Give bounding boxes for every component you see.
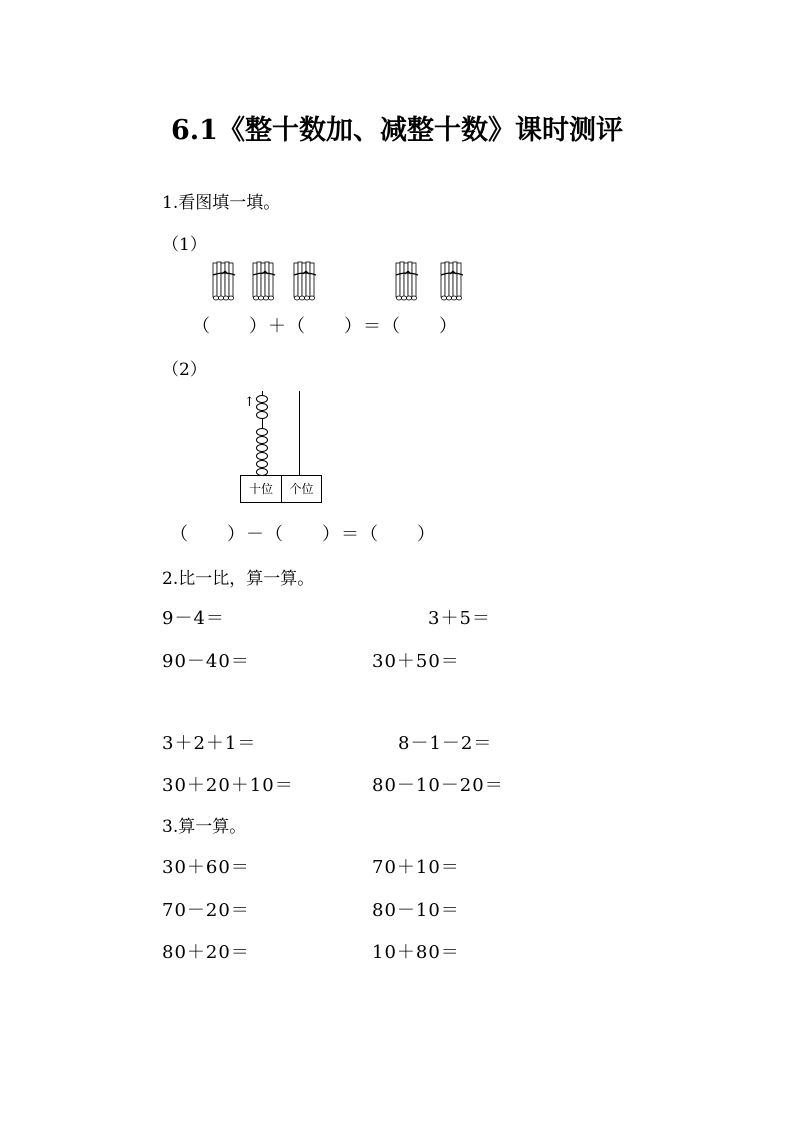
q3-row2-right[interactable]: 80－10＝ xyxy=(372,900,460,921)
q3-row2-left[interactable]: 70－20＝ xyxy=(162,900,250,921)
q2-heading: 2.比一比，算一算。 xyxy=(162,569,315,589)
q3-heading: 3.算一算。 xyxy=(162,817,247,837)
abacus-bead xyxy=(256,395,268,403)
up-arrow-icon: ↑ xyxy=(244,395,255,410)
q2-row1-left[interactable]: 9－4＝ xyxy=(162,608,225,629)
stick-bundle-icon xyxy=(251,261,277,301)
q1-heading: 1.看图填一填。 xyxy=(162,193,281,213)
abacus-bead xyxy=(256,452,268,460)
abacus-bead xyxy=(256,403,268,411)
page-title: 6.1《整十数加、减整十数》课时测评 xyxy=(171,115,623,146)
q2-row4-left[interactable]: 30＋20＋10＝ xyxy=(162,775,294,796)
abacus-bead xyxy=(256,444,268,452)
q2-row2-left[interactable]: 90－40＝ xyxy=(162,651,250,672)
q2-row3-right[interactable]: 8－1－2＝ xyxy=(398,733,493,754)
q2-row2-right[interactable]: 30＋50＝ xyxy=(372,651,460,672)
stick-bundle-icon xyxy=(211,261,237,301)
q1-part2-label: （2） xyxy=(162,360,207,380)
q1-part1-expression[interactable]: （ ）＋（ ）＝（ ） xyxy=(192,316,458,337)
abacus-bead xyxy=(256,436,268,444)
q3-row3-left[interactable]: 80＋20＝ xyxy=(162,942,250,963)
tens-place-label: 十位 xyxy=(240,475,282,503)
stick-bundle-icon xyxy=(292,261,318,301)
abacus-bead xyxy=(256,411,268,419)
q1-part2-expression[interactable]: （ ）－（ ）＝（ ） xyxy=(170,524,436,545)
abacus-bead xyxy=(256,460,268,468)
q3-row1-right[interactable]: 70＋10＝ xyxy=(372,857,460,878)
abacus-bead xyxy=(256,428,268,436)
ones-place-label: 个位 xyxy=(281,475,322,503)
q2-row3-left[interactable]: 3＋2＋1＝ xyxy=(162,733,257,754)
stick-bundle-icon xyxy=(439,261,465,301)
q2-row1-right[interactable]: 3＋5＝ xyxy=(428,608,491,629)
q2-row4-right[interactable]: 80－10－20＝ xyxy=(372,775,504,796)
stick-bundle-icon xyxy=(394,261,420,301)
q3-row3-right[interactable]: 10＋80＝ xyxy=(372,942,460,963)
q1-part1-label: （1） xyxy=(162,235,207,255)
q3-row1-left[interactable]: 30＋60＝ xyxy=(162,857,250,878)
ones-rod xyxy=(299,391,300,475)
